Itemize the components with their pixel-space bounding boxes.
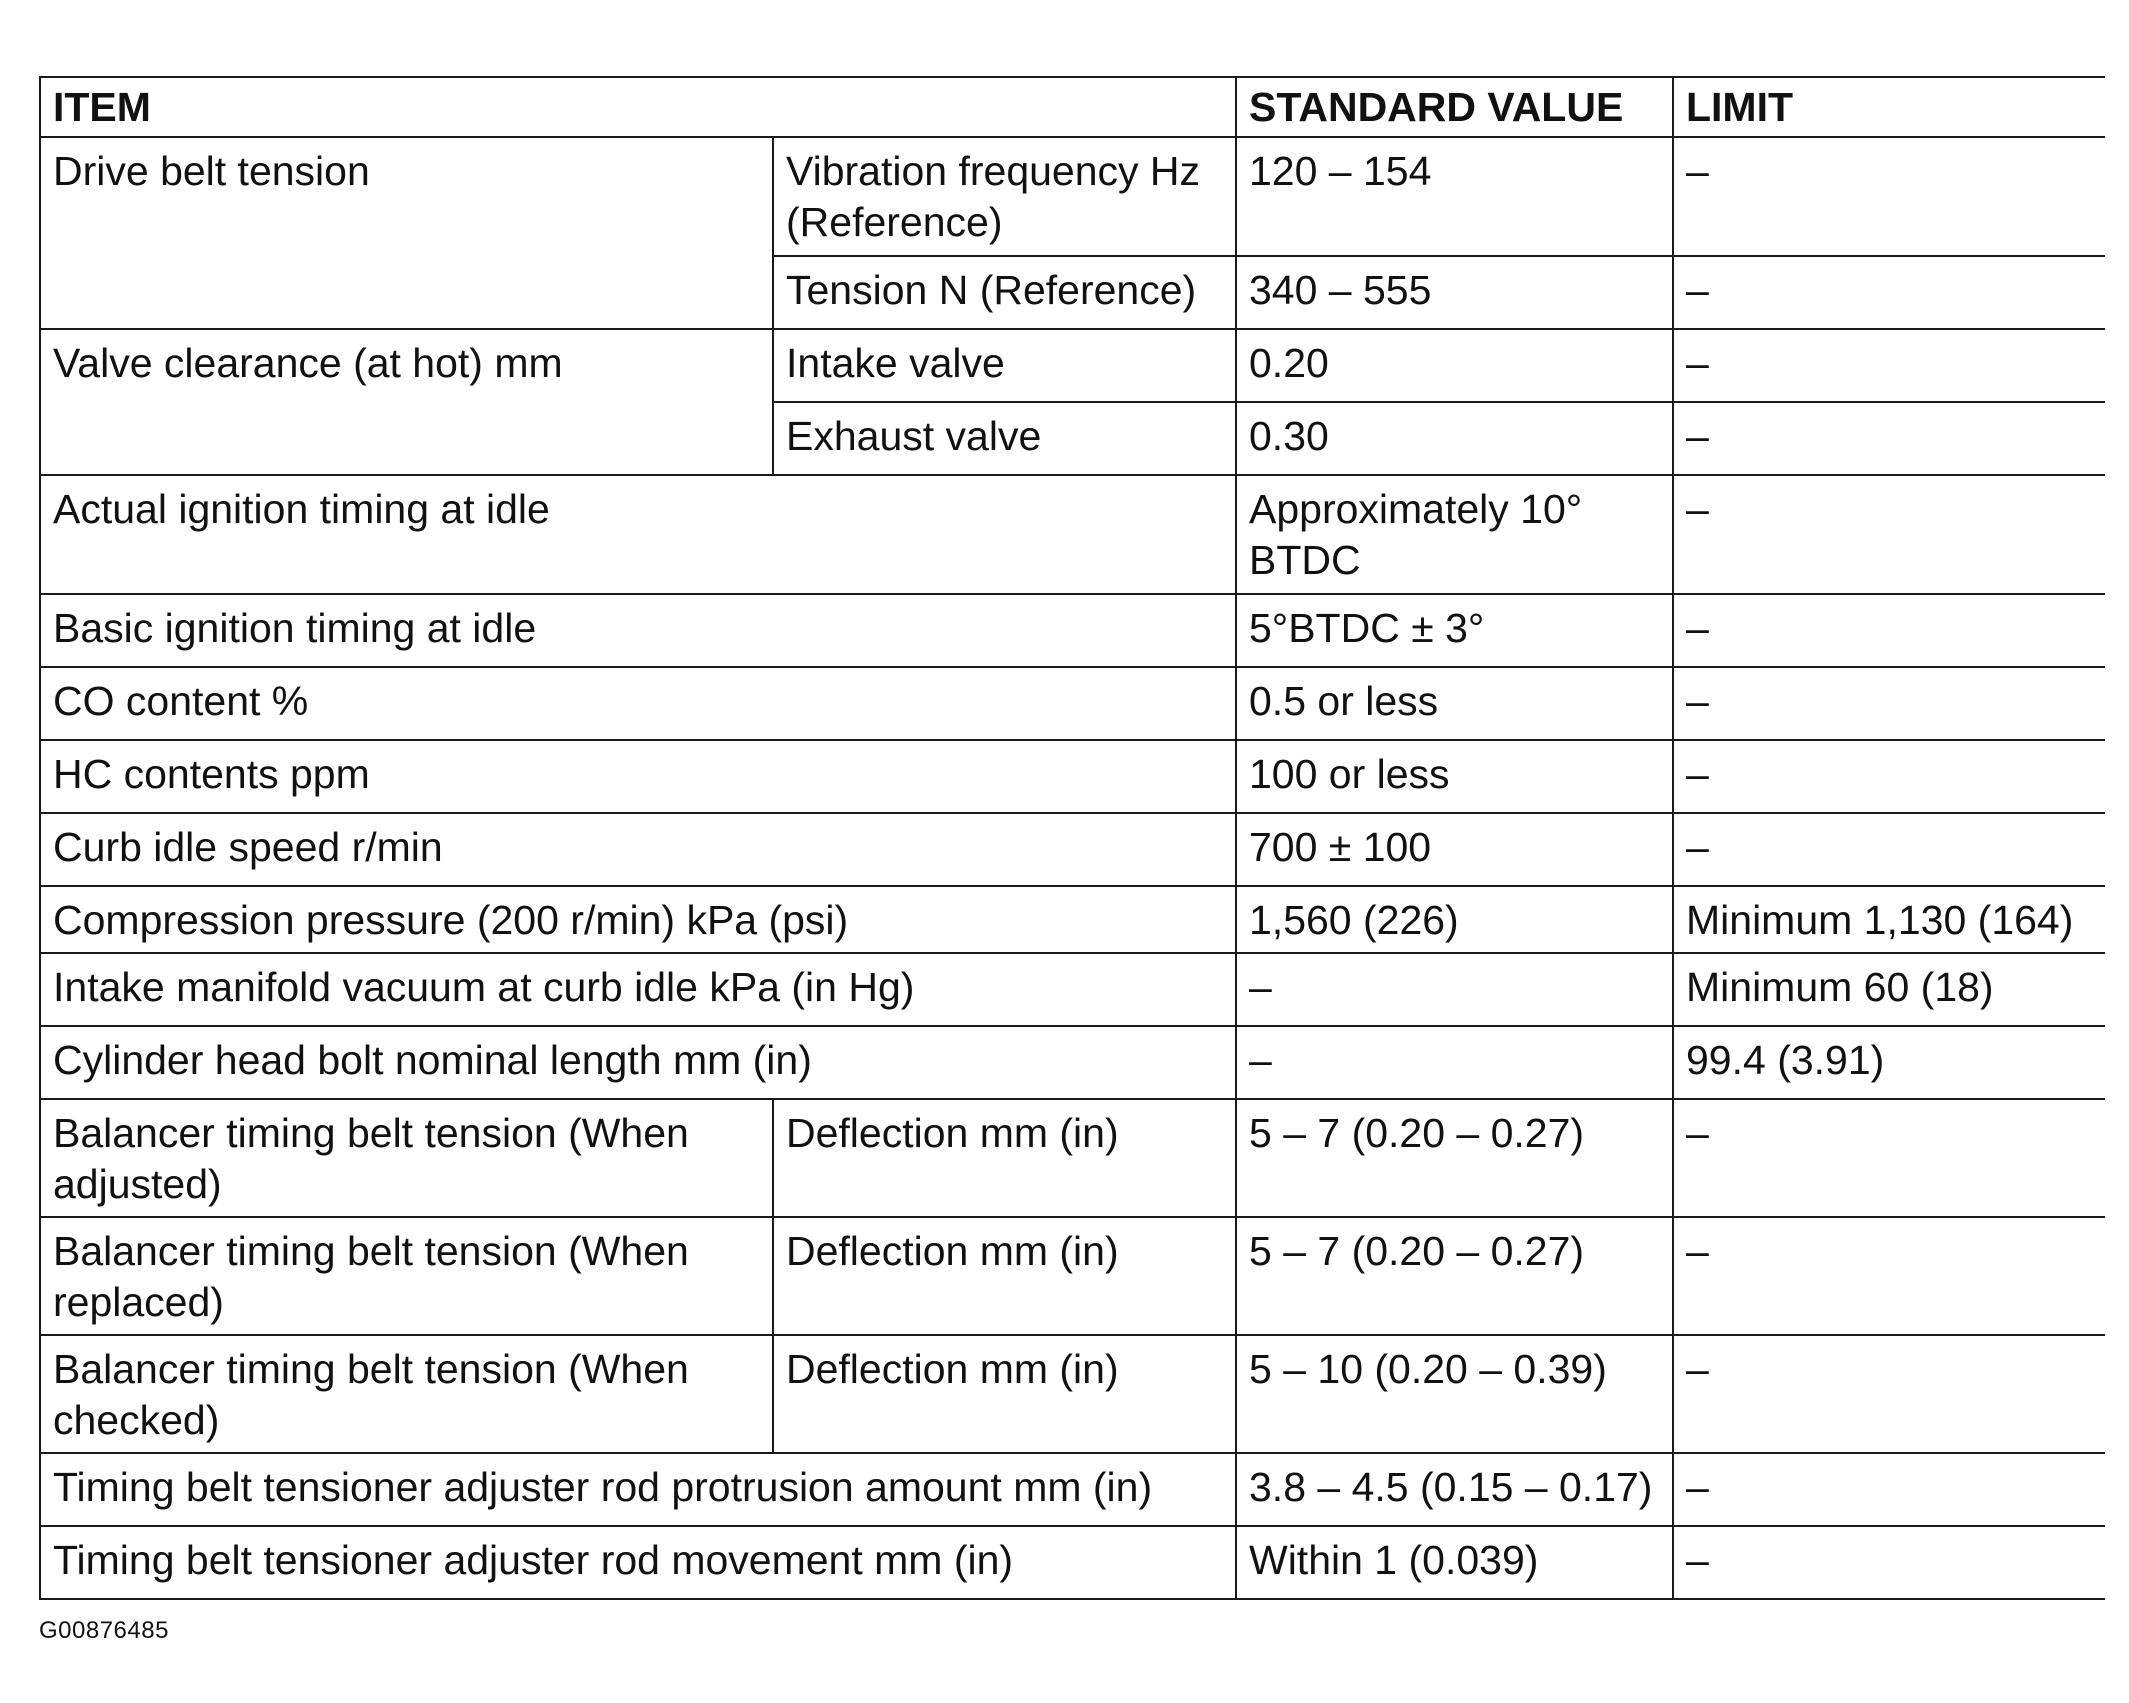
limit-cell: – xyxy=(1673,402,2105,475)
limit-cell: – xyxy=(1673,740,2105,813)
standard-value-cell: 3.8 – 4.5 (0.15 – 0.17) xyxy=(1236,1453,1673,1526)
item-cell: Intake manifold vacuum at curb idle kPa (in Hg) xyxy=(40,953,1236,1026)
table-row xyxy=(40,1526,2105,1599)
standard-value-cell: 100 or less xyxy=(1236,740,1673,813)
table-row xyxy=(40,137,2105,256)
item-cell: HC contents ppm xyxy=(40,740,1236,813)
item-cell: Actual ignition timing at idle xyxy=(40,475,1236,594)
standard-value-cell: 0.30 xyxy=(1236,402,1673,475)
table-row xyxy=(40,813,2105,886)
table-header-row xyxy=(40,77,2105,137)
standard-value-cell: Approximately 10° BTDC xyxy=(1236,475,1673,594)
table-row xyxy=(40,740,2105,813)
table-row xyxy=(40,1217,2105,1335)
header-item: ITEM xyxy=(40,77,1236,137)
item-cell: Curb idle speed r/min xyxy=(40,813,1236,886)
sub-item-cell: Deflection mm (in) xyxy=(773,1335,1236,1453)
sub-item-cell: Intake valve xyxy=(773,329,1236,402)
item-cell: Timing belt tensioner adjuster rod protrusion amount mm (in) xyxy=(40,1453,1236,1526)
limit-cell: – xyxy=(1673,256,2105,329)
header-limit: LIMIT xyxy=(1673,77,2105,137)
item-cell: Valve clearance (at hot) mm xyxy=(40,329,773,475)
item-cell: CO content % xyxy=(40,667,1236,740)
item-cell: Timing belt tensioner adjuster rod movement mm (in) xyxy=(40,1526,1236,1599)
limit-cell: – xyxy=(1673,1335,2105,1453)
standard-value-cell: – xyxy=(1236,1026,1673,1099)
limit-cell: – xyxy=(1673,329,2105,402)
standard-value-cell: 5°BTDC ± 3° xyxy=(1236,594,1673,667)
standard-value-cell: 5 – 7 (0.20 – 0.27) xyxy=(1236,1217,1673,1335)
sub-item-cell: Deflection mm (in) xyxy=(773,1217,1236,1335)
limit-cell: – xyxy=(1673,813,2105,886)
sub-item-cell: Deflection mm (in) xyxy=(773,1099,1236,1217)
limit-cell: – xyxy=(1673,1099,2105,1217)
figure-id-label: G00876485 xyxy=(39,1617,169,1644)
limit-cell: 99.4 (3.91) xyxy=(1673,1026,2105,1099)
table-row xyxy=(40,1453,2105,1526)
standard-value-cell: 0.5 or less xyxy=(1236,667,1673,740)
item-cell: Basic ignition timing at idle xyxy=(40,594,1236,667)
limit-cell: – xyxy=(1673,1526,2105,1599)
table-row xyxy=(40,329,2105,402)
standard-value-cell: 700 ± 100 xyxy=(1236,813,1673,886)
limit-cell: – xyxy=(1673,1453,2105,1526)
limit-cell: – xyxy=(1673,594,2105,667)
limit-cell: – xyxy=(1673,1217,2105,1335)
table-row xyxy=(40,594,2105,667)
standard-value-cell: Within 1 (0.039) xyxy=(1236,1526,1673,1599)
standard-value-cell: 0.20 xyxy=(1236,329,1673,402)
limit-cell: Minimum 60 (18) xyxy=(1673,953,2105,1026)
table-row xyxy=(40,475,2105,594)
item-cell: Drive belt tension xyxy=(40,137,773,329)
table-row xyxy=(40,1026,2105,1099)
standard-value-cell: 5 – 10 (0.20 – 0.39) xyxy=(1236,1335,1673,1453)
item-cell: Balancer timing belt tension (When adjusted) xyxy=(40,1099,773,1217)
table-row xyxy=(40,1099,2105,1217)
table-row xyxy=(40,1335,2105,1453)
table-row xyxy=(40,667,2105,740)
limit-cell: – xyxy=(1673,475,2105,594)
item-cell: Cylinder head bolt nominal length mm (in) xyxy=(40,1026,1236,1099)
standard-value-cell: – xyxy=(1236,953,1673,1026)
standard-value-cell: 340 – 555 xyxy=(1236,256,1673,329)
item-cell: Balancer timing belt tension (When checked) xyxy=(40,1335,773,1453)
item-cell: Compression pressure (200 r/min) kPa (psi) xyxy=(40,886,1236,953)
header-standard-value: STANDARD VALUE xyxy=(1236,77,1673,137)
limit-cell: – xyxy=(1673,667,2105,740)
sub-item-cell: Exhaust valve xyxy=(773,402,1236,475)
standard-value-cell: 5 – 7 (0.20 – 0.27) xyxy=(1236,1099,1673,1217)
limit-cell: – xyxy=(1673,137,2105,256)
sub-item-cell: Tension N (Reference) xyxy=(773,256,1236,329)
sub-item-cell: Vibration frequency Hz (Reference) xyxy=(773,137,1236,256)
limit-cell: Minimum 1,130 (164) xyxy=(1673,886,2105,953)
specifications-table xyxy=(39,76,2105,1600)
standard-value-cell: 1,560 (226) xyxy=(1236,886,1673,953)
item-cell: Balancer timing belt tension (When replaced) xyxy=(40,1217,773,1335)
table-row xyxy=(40,886,2105,953)
standard-value-cell: 120 – 154 xyxy=(1236,137,1673,256)
table-row xyxy=(40,953,2105,1026)
